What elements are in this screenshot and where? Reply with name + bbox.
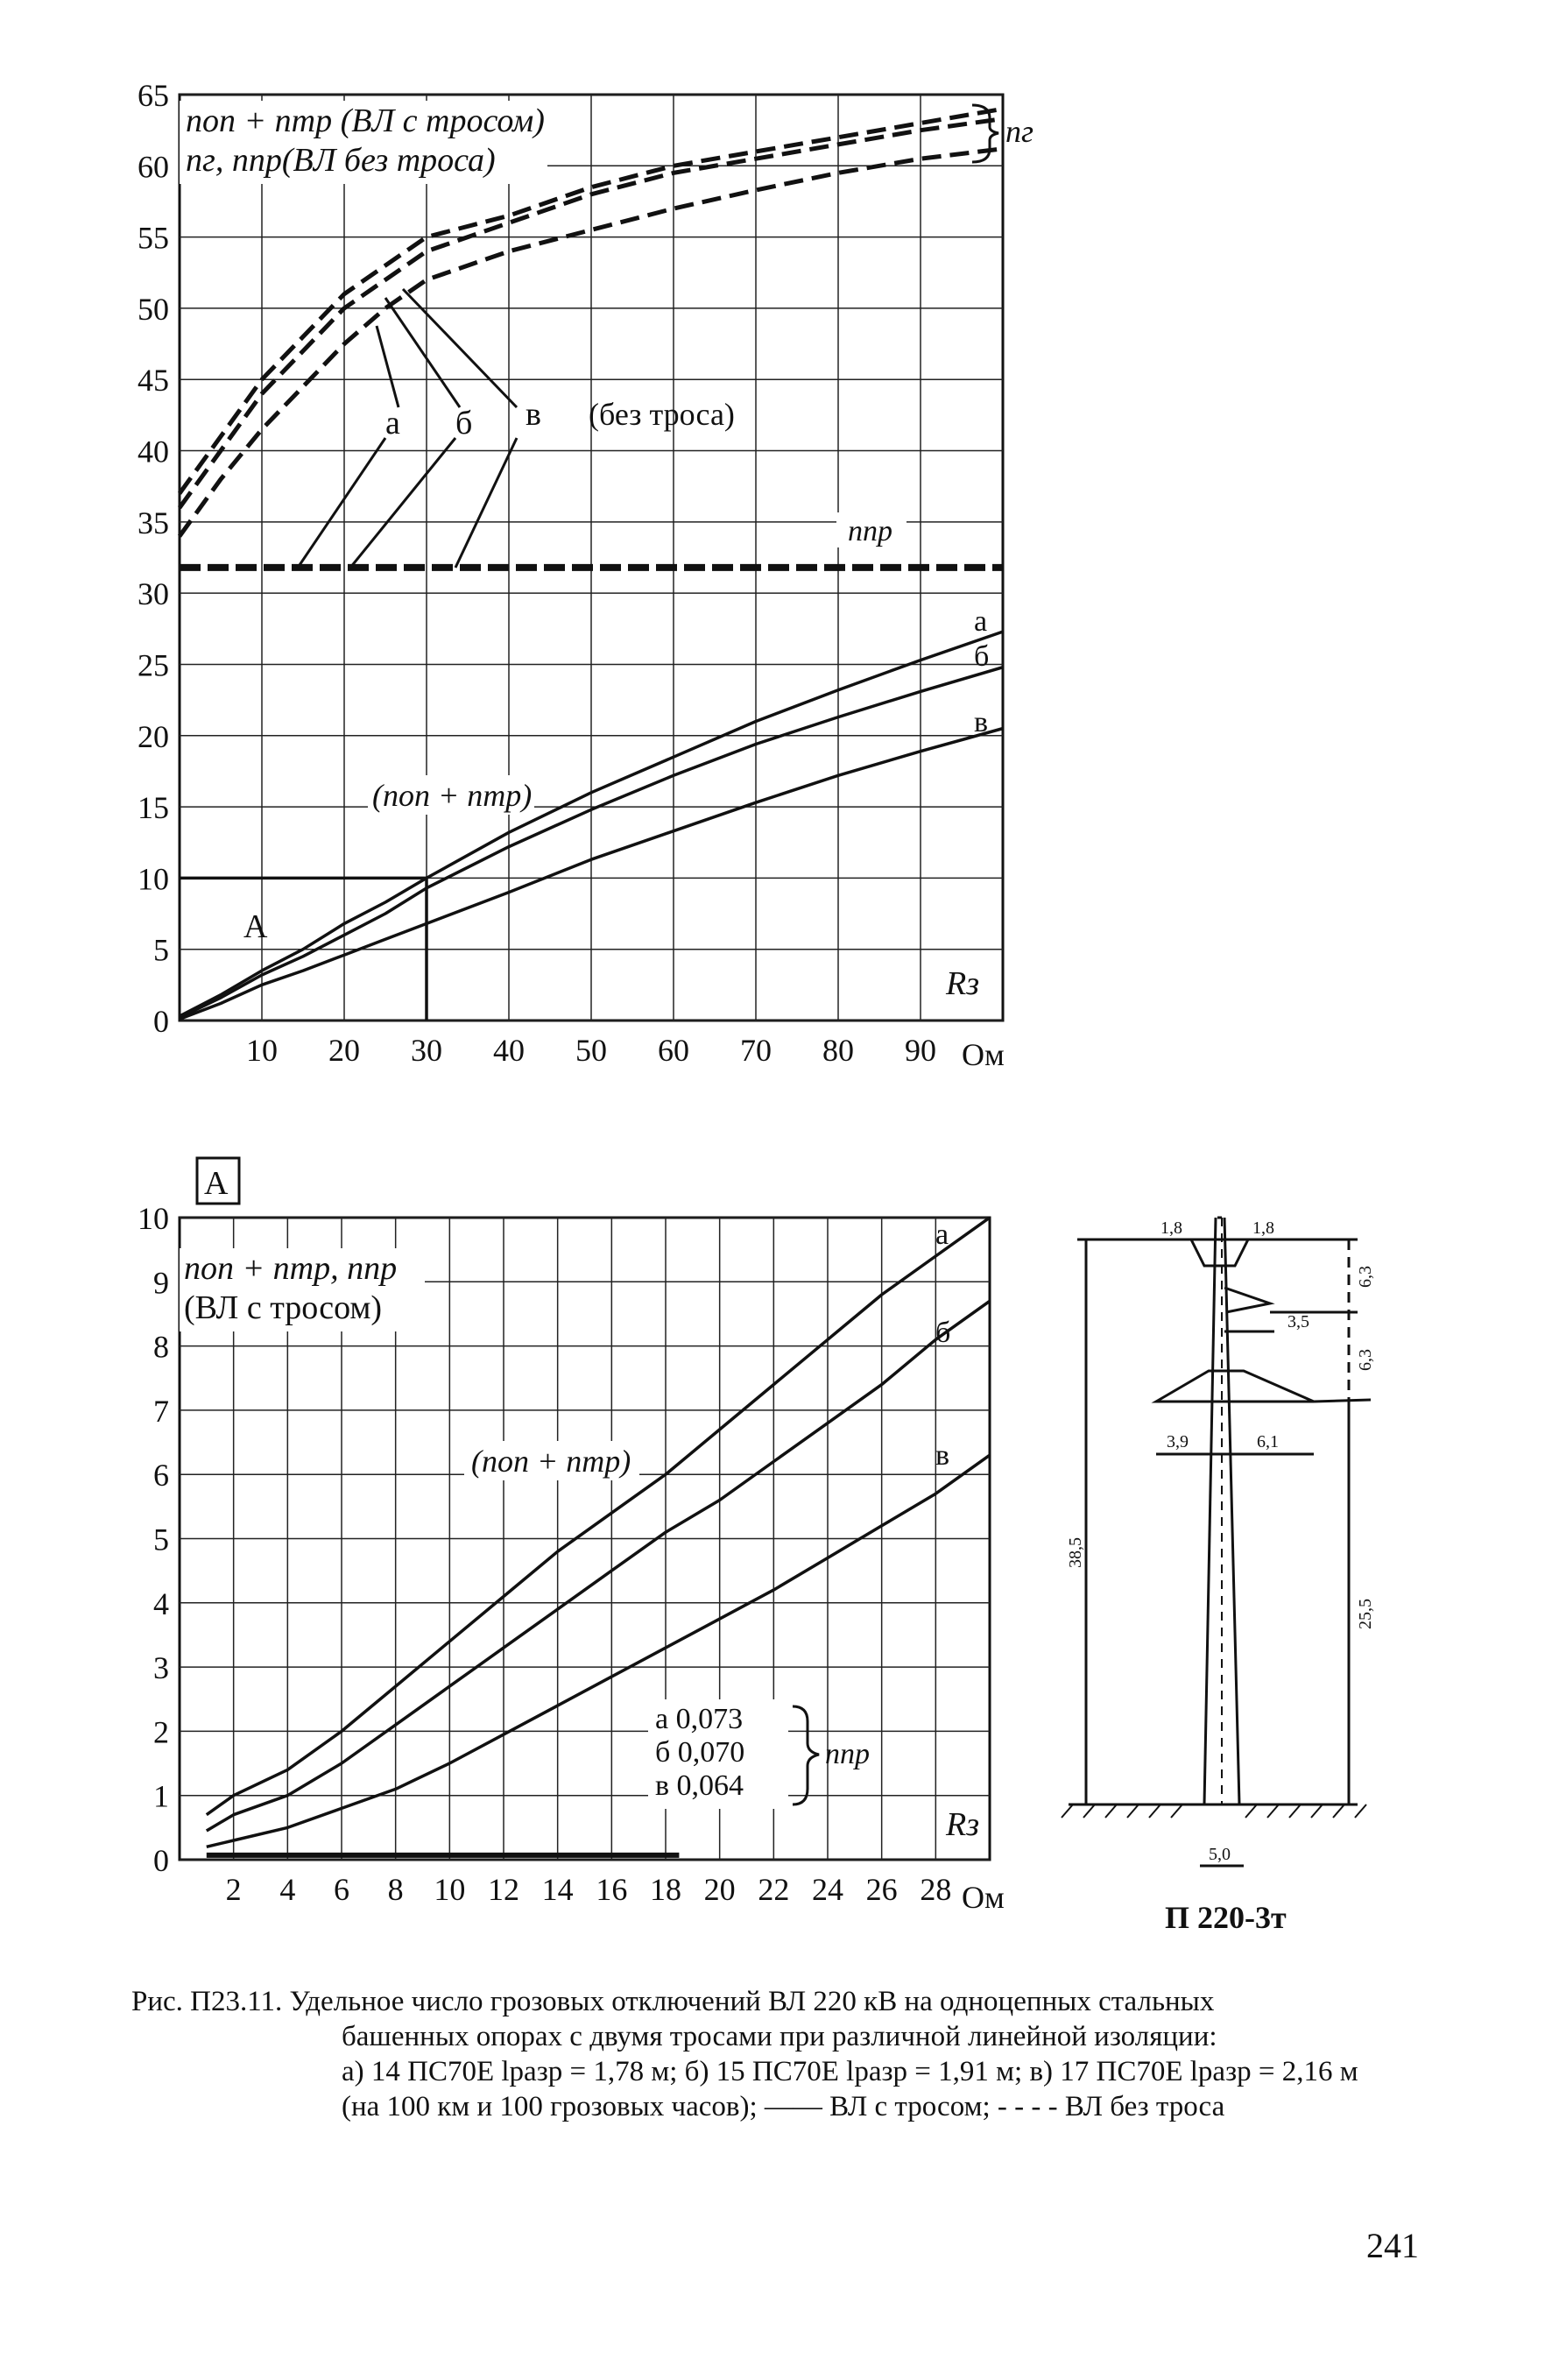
crossarm-low [1156, 1371, 1314, 1402]
x-tick-label: 6 [334, 1872, 349, 1907]
caption-line3: а) 14 ПС70Е lразр = 1,78 м; б) 15 ПС70Е lразр = 1,91 м; в) 17 ПС70Е lразр = 2,16 м [342, 2056, 1358, 2087]
x-unit: Ом [962, 1880, 1005, 1915]
caption-line1: Удельное число грозовых отключений ВЛ 220 кВ на одноцепных стальных [289, 1986, 1215, 2017]
label-v-right: в [974, 706, 989, 738]
y-tick-label: 35 [138, 505, 169, 540]
y-tick-label: 10 [138, 861, 169, 897]
y-tick-label: 6 [153, 1458, 169, 1494]
dim-3-9: 3,9 [1167, 1432, 1189, 1451]
x-tick-label: 18 [650, 1872, 681, 1907]
leader-b-npr [350, 438, 455, 568]
label-npr: nпр [848, 515, 892, 547]
x-unit: Ом [962, 1037, 1005, 1072]
npr-b: б 0,070 [655, 1736, 745, 1769]
y-tick-label: 20 [138, 718, 169, 754]
x-tick-label: 80 [822, 1033, 854, 1068]
legend-line1: nоп + nтр, nпр [184, 1250, 398, 1287]
label-b-right: б [974, 640, 990, 673]
y-tick-label: 4 [153, 1585, 169, 1621]
y-tick-label: 45 [138, 363, 169, 399]
label-sum: (nоп + nтр) [471, 1444, 631, 1479]
dim-3-5: 3,5 [1287, 1312, 1309, 1331]
x-tick-label: 20 [328, 1033, 360, 1068]
y-tick-label: 50 [138, 291, 169, 327]
legend-line2: nг, nпр(ВЛ без троса) [186, 142, 496, 179]
series-line-2 [207, 1455, 990, 1847]
annotations [180, 101, 1033, 1072]
dim-25-ext [1314, 1400, 1371, 1402]
label-a-top: а [385, 405, 400, 441]
x-tick-label: 4 [279, 1872, 296, 1907]
x-tick-label: 30 [411, 1033, 442, 1068]
x-tick-label: 10 [434, 1872, 466, 1907]
label-sum: (nоп + nтр) [372, 778, 533, 813]
label-v-top: в [526, 396, 541, 433]
label-npr: nпр [825, 1738, 870, 1770]
npr-v: в 0,064 [655, 1769, 744, 1802]
dim-1-8-left: 1,8 [1160, 1218, 1182, 1238]
crossarm-mid [1224, 1288, 1270, 1312]
x-tick-label: 10 [246, 1033, 278, 1068]
dim-6-3-mid: 6,3 [1356, 1349, 1375, 1371]
label-b-right: б [935, 1317, 951, 1349]
x-tick-label: 2 [225, 1872, 242, 1907]
y-tick-label: 2 [153, 1714, 169, 1750]
crossarm-top [1191, 1239, 1248, 1266]
dim-6-3-top: 6,3 [1356, 1266, 1375, 1288]
tower-name: П 220-3т [1165, 1900, 1287, 1935]
label-a-right: а [974, 605, 988, 638]
y-tick-label: 5 [153, 932, 169, 968]
legend-line1: nоп + nтр (ВЛ с тросом) [186, 102, 545, 139]
label-bez-trosa: (без троса) [589, 397, 735, 432]
caption-line4: (на 100 км и 100 грозовых часов); —— ВЛ с тросом; - - - - ВЛ без троса [342, 2091, 1225, 2122]
inset-label: А [204, 1165, 229, 1202]
x-tick-label: 14 [541, 1872, 574, 1907]
y-tick-label: 55 [138, 220, 169, 256]
y-tick-label: 8 [153, 1329, 169, 1365]
y-tick-label: 10 [138, 1201, 169, 1236]
dim-38-5: 38,5 [1066, 1537, 1085, 1568]
x-tick-label: 8 [387, 1872, 404, 1907]
y-tick-label: 30 [138, 576, 169, 612]
label-a-right: а [935, 1218, 949, 1251]
x-tick-label: 28 [920, 1872, 952, 1907]
label-rz: Rз [946, 965, 980, 1002]
leader-a-top [377, 326, 399, 407]
y-tick-label: 60 [138, 149, 169, 185]
y-tick-label: 65 [138, 78, 169, 113]
y-tick-label: 9 [153, 1265, 169, 1301]
label-b-top: б [455, 405, 473, 441]
x-tick-label: 90 [905, 1033, 936, 1068]
label-ng: nг [1005, 114, 1034, 149]
label-v-right: в [935, 1439, 950, 1472]
x-tick-label: 24 [812, 1872, 843, 1907]
y-tick-label: 1 [153, 1778, 169, 1814]
chart-top [0, 0, 1552, 1086]
page-number: 241 [1366, 2226, 1419, 2265]
x-tick-label: 60 [658, 1033, 689, 1068]
y-tick-label: 15 [138, 790, 169, 826]
x-tick-label: 20 [703, 1872, 736, 1907]
series-line-1 [207, 1301, 990, 1831]
x-tick-label: 70 [740, 1033, 772, 1068]
caption-prefix: Рис. П23.11. [131, 1986, 283, 2017]
y-tick-label: 40 [138, 434, 169, 470]
y-tick-label: 5 [153, 1522, 169, 1557]
caption-line2: башенных опорах с двумя тросами при различной линейной изоляции: [342, 2021, 1217, 2052]
label-A: А [243, 908, 268, 945]
tower-diagram [1066, 1200, 1471, 1918]
dim-25-5: 25,5 [1356, 1599, 1375, 1629]
leader-v-npr [455, 438, 517, 568]
dim-5-0: 5,0 [1209, 1845, 1231, 1864]
x-tick-label: 50 [575, 1033, 607, 1068]
figure-caption [131, 1984, 1428, 2124]
y-tick-label: 0 [153, 1004, 169, 1039]
npr-a: а 0,073 [655, 1703, 744, 1735]
annotations [180, 1158, 1005, 1915]
x-tick-label: 12 [488, 1872, 519, 1907]
label-rz: Rз [946, 1806, 980, 1843]
y-tick-label: 25 [138, 647, 169, 683]
x-tick-label: 26 [865, 1872, 898, 1907]
tower-leg-left [1204, 1218, 1216, 1804]
x-tick-label: 22 [758, 1872, 790, 1907]
tower-leg-right [1224, 1218, 1239, 1804]
leader-b-top [385, 298, 460, 407]
dim-1-8-right: 1,8 [1252, 1218, 1274, 1238]
brace-npr [793, 1706, 819, 1804]
leader-a-npr [298, 438, 385, 568]
y-tick-label: 0 [153, 1843, 169, 1878]
x-tick-label: 16 [596, 1872, 628, 1907]
y-tick-label: 7 [153, 1393, 169, 1429]
y-tick-label: 3 [153, 1650, 169, 1686]
dim-6-1: 6,1 [1257, 1432, 1279, 1451]
legend-line2: (ВЛ с тросом) [184, 1289, 383, 1326]
x-tick-label: 40 [493, 1033, 525, 1068]
